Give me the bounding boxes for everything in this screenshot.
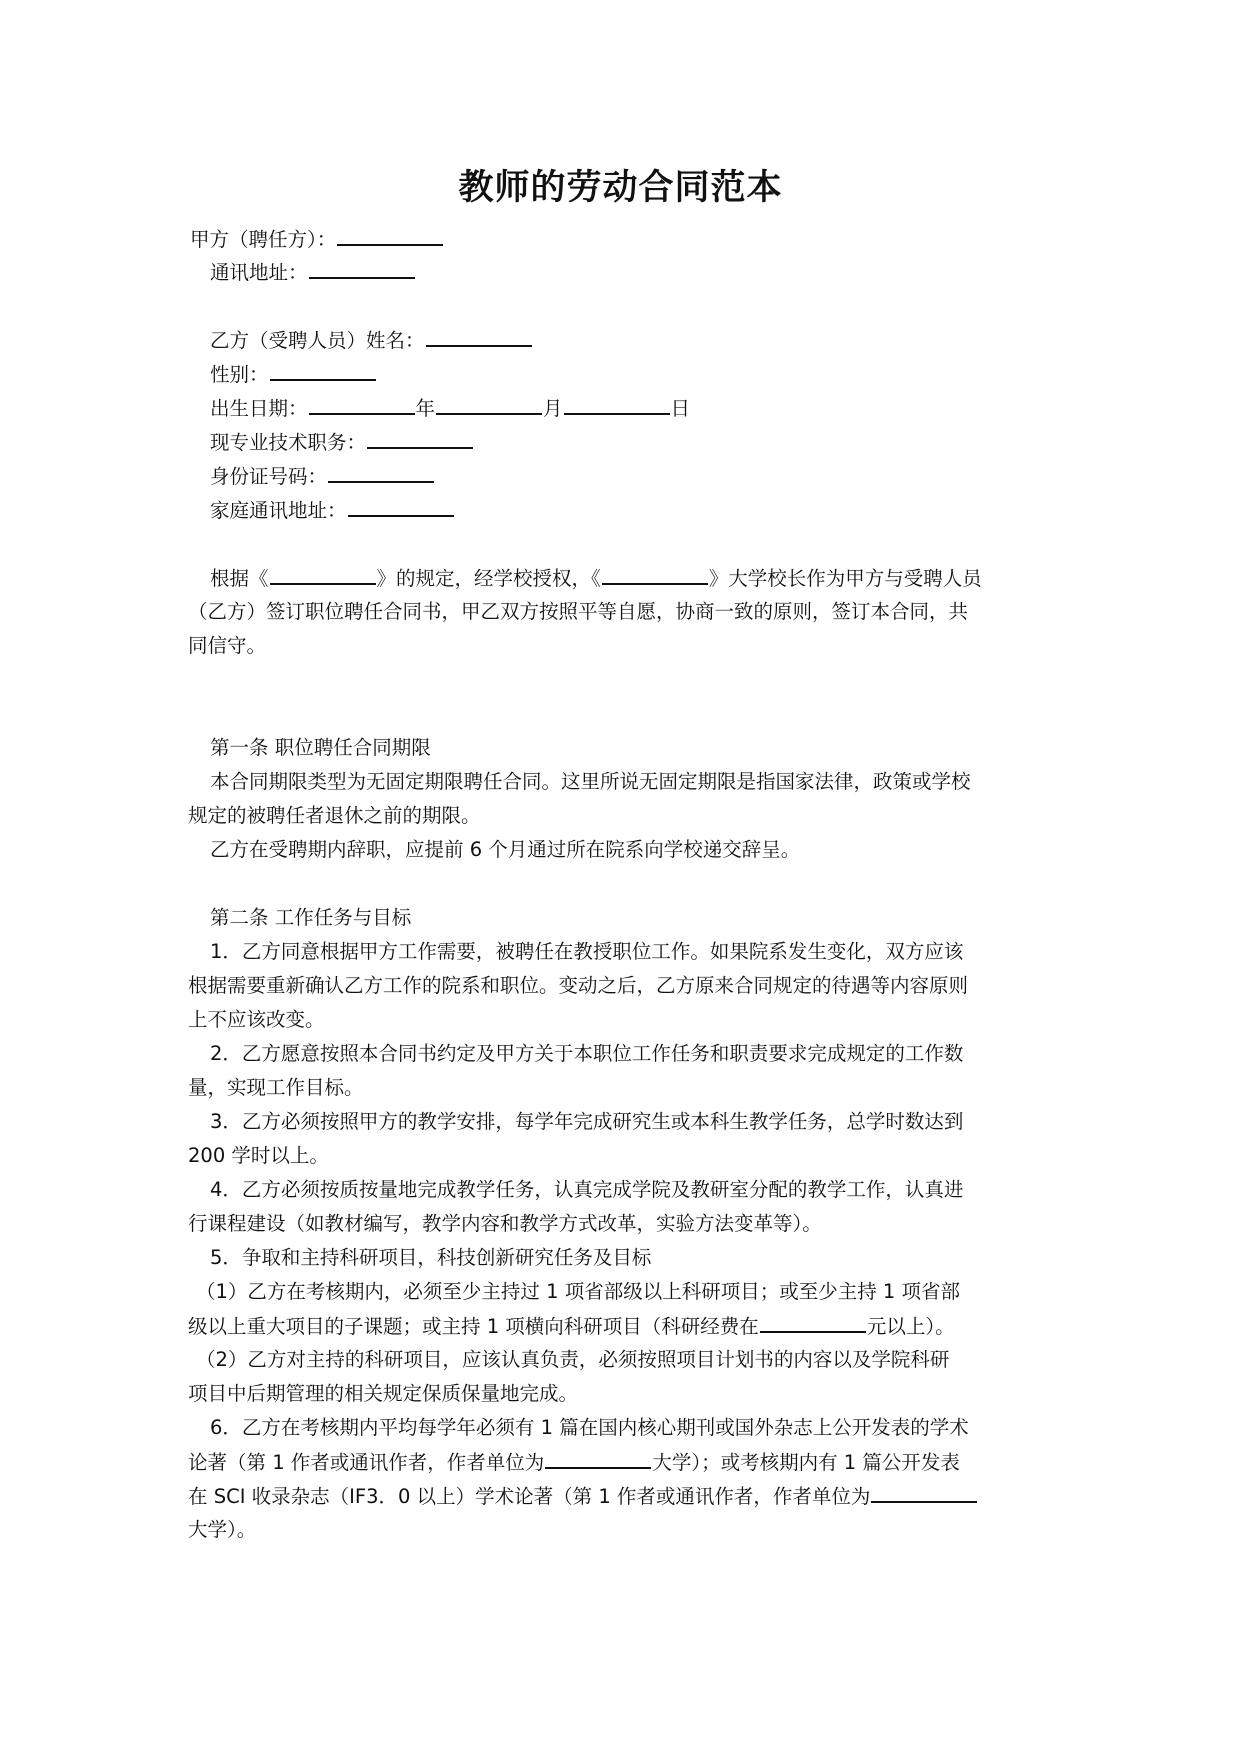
party-b-birth-label: 出生日期： <box>210 397 308 420</box>
item-1-line-2: 根据需要重新确认乙方工作的院系和职位。变动之后，乙方原来合同规定的待遇等内容原则 <box>188 974 969 997</box>
party-b-title-line <box>210 425 474 459</box>
birth-year-unit: 年 <box>415 397 436 420</box>
item-1-line-3: 上不应该改变。 <box>188 1008 325 1031</box>
intro-line-1 <box>210 561 982 595</box>
item-3-line-2: 200 学时以上。 <box>188 1144 329 1167</box>
university-name-blank <box>602 561 708 585</box>
article-1-heading: 第一条 职位聘任合同期限 <box>210 736 431 759</box>
party-b-name-line <box>210 323 533 357</box>
party-b-name-label: 乙方（受聘人员）姓名： <box>210 329 425 352</box>
birth-year-blank <box>309 391 415 415</box>
party-b-home-address-blank <box>348 493 454 517</box>
party-b-title-blank <box>367 425 473 449</box>
item-3-line-1: 3．乙方必须按照甲方的教学安排，每学年完成研究生或本科生教学任务，总学时数达到 <box>210 1110 964 1133</box>
party-b-home-address-line <box>210 493 455 527</box>
intro-text-b: 》的规定，经学校授权，《 <box>376 567 601 590</box>
article-1-p1-line-1: 本合同期限类型为无固定期限聘任合同。这里所说无固定期限是指国家法律，政策或学校 <box>210 770 971 793</box>
party-b-id-blank <box>328 459 434 483</box>
party-b-title-label: 现专业技术职务： <box>210 431 367 454</box>
item-2-line-2: 量，实现工作目标。 <box>188 1076 364 1099</box>
party-a-address-line <box>210 255 416 289</box>
subitem-1-line-1: （1）乙方在考核期内，必须至少主持过 1 项省部级以上科研项目；或至少主持 1 项省部 <box>196 1280 961 1303</box>
birth-day-unit: 日 <box>670 397 691 420</box>
subitem-2-line-1: （2）乙方对主持的科研项目，应该认真负责，必须按照项目计划书的内容以及学院科研 <box>196 1348 950 1371</box>
item-4-line-2: 行课程建设（如教材编写，教学内容和教学方式改革，实验方法变革等）。 <box>188 1212 822 1235</box>
party-b-home-address-label: 家庭通讯地址： <box>210 499 347 522</box>
subitem-1-text-a: 级以上重大项目的子课题；或主持 1 项横向科研项目（科研经费在 <box>188 1315 759 1338</box>
subitem-1-line-2 <box>188 1309 955 1343</box>
document-title: 教师的劳动合同范本 <box>458 167 783 208</box>
party-b-id-label: 身份证号码： <box>210 465 328 488</box>
party-a-blank <box>337 222 443 246</box>
party-a-label: 甲方（聘任方）： <box>190 228 337 251</box>
item-6-line-2 <box>188 1445 960 1479</box>
regulation-name-blank <box>270 561 376 585</box>
party-b-gender-blank <box>270 357 376 381</box>
party-b-id-line <box>210 459 435 493</box>
subitem-1-text-b: 元以上）。 <box>866 1315 955 1338</box>
funding-amount-blank <box>760 1309 866 1333</box>
party-a-address-blank <box>309 255 415 279</box>
item-6-text-a: 论著（第 1 作者或通讯作者，作者单位为 <box>188 1451 545 1474</box>
item-6-line-3 <box>188 1479 978 1513</box>
intro-text-c: 》大学校长作为甲方与受聘人员 <box>708 567 982 590</box>
birth-day-blank <box>564 391 670 415</box>
party-b-gender-line <box>210 357 377 391</box>
party-b-name-blank <box>426 323 532 347</box>
item-6-line-1: 6．乙方在考核期内平均每学年必须有 1 篇在国内核心期刊或国外杂志上公开发表的学术 <box>210 1416 969 1439</box>
item-6-text-c: 在 SCI 收录杂志（IF3．0 以上）学术论著（第 1 作者或通讯作者，作者单位为 <box>188 1485 871 1508</box>
item-2-line-1: 2．乙方愿意按照本合同书约定及甲方关于本职位工作任务和职责要求完成规定的工作数 <box>210 1042 964 1065</box>
party-a-address-label: 通讯地址： <box>210 261 308 284</box>
party-b-birth-line <box>210 391 690 425</box>
intro-line-2: （乙方）签订职位聘任合同书，甲乙双方按照平等自愿，协商一致的原则，签订本合同，共 <box>188 600 969 623</box>
article-1-p1-line-2: 规定的被聘任者退休之前的期限。 <box>188 804 481 827</box>
intro-text-a: 根据《 <box>210 567 269 590</box>
article-2-heading: 第二条 工作任务与目标 <box>210 906 412 929</box>
birth-month-blank <box>436 391 542 415</box>
article-1-p2: 乙方在受聘期内辞职，应提前 6 个月通过所在院系向学校递交辞呈。 <box>210 838 801 861</box>
item-5: 5．争取和主持科研项目，科技创新研究任务及目标 <box>210 1246 652 1269</box>
intro-line-3: 同信守。 <box>188 634 267 657</box>
item-1-line-1: 1．乙方同意根据甲方工作需要，被聘任在教授职位工作。如果院系发生变化，双方应该 <box>210 940 964 963</box>
birth-month-unit: 月 <box>543 397 563 420</box>
author-unit-blank-2 <box>871 1479 977 1503</box>
party-b-gender-label: 性别： <box>210 363 269 386</box>
item-6-line-4: 大学）。 <box>188 1518 257 1541</box>
party-a-line <box>190 222 444 256</box>
subitem-2-line-2: 项目中后期管理的相关规定保质保量地完成。 <box>188 1382 579 1405</box>
author-unit-blank-1 <box>545 1445 651 1469</box>
item-4-line-1: 4．乙方必须按质按量地完成教学任务，认真完成学院及教研室分配的教学工作，认真进 <box>210 1178 964 1201</box>
item-6-text-b: 大学）；或考核期内有 1 篇公开发表 <box>652 1451 960 1474</box>
